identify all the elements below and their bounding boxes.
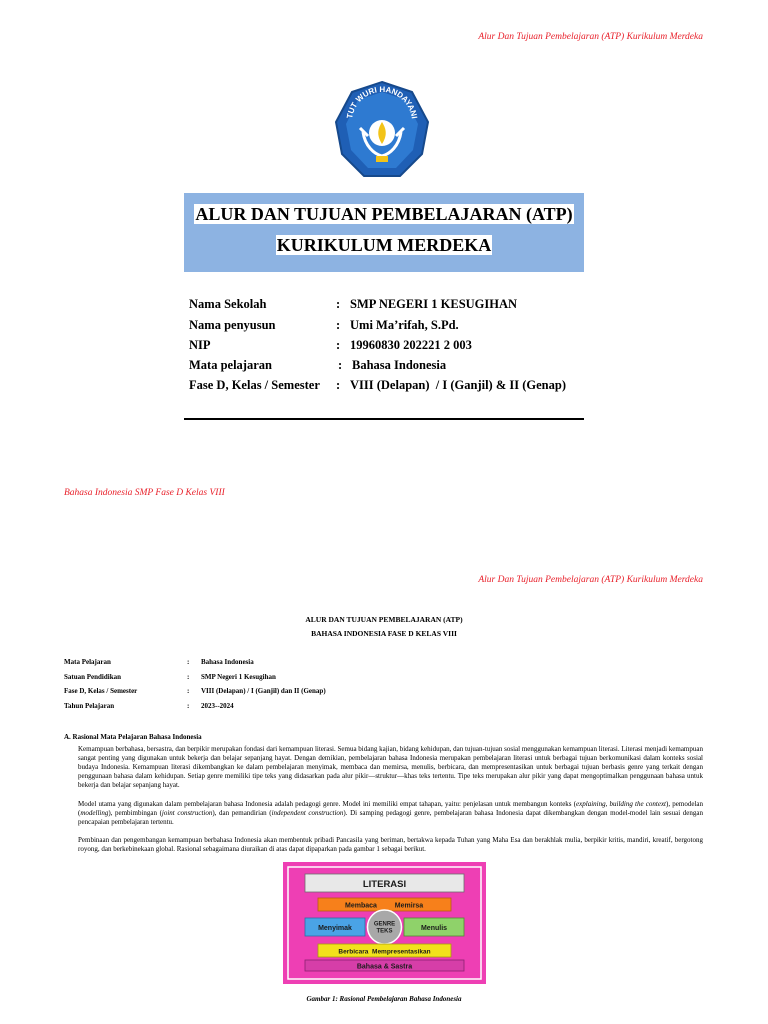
paragraph: Model utama yang digunakan dalam pembelajaran bahasa Indonesia adalah pedagogi genre. Model ini memiliki empat tahapan, yaitu: penjelasan untuk membangun konteks (explaining, building the context), pemodelan (modelling), pembimbingan (joint construction), dan pemandirian (independent construction). Di samping pedagogi genre, pembelajaran bahasa Indonesia dapat dikembangkan dengan model-model lain sesuai dengan pencapaian pembelajaran tertentu. <box>78 800 703 826</box>
info-row-author <box>0 318 768 334</box>
info-colon: : <box>338 358 343 372</box>
menyimak-label: Menyimak <box>318 925 352 932</box>
document-title-line-1: ALUR DAN TUJUAN PEMBELAJARAN (ATP) <box>195 204 573 224</box>
logo-emblem <box>330 78 434 182</box>
title-box <box>184 193 584 272</box>
meta-colon: : <box>187 658 190 666</box>
meta-row <box>0 673 768 683</box>
meta-row <box>0 702 768 712</box>
menulis-label: Menulis <box>420 925 448 932</box>
figure-caption: Gambar 1: Rasional Pembelajaran Bahasa Indonesia <box>306 995 462 1003</box>
meta-value: 2023--2024 <box>201 702 234 710</box>
meta-colon: : <box>187 673 190 681</box>
meta-label: Tahun Pelajaran <box>64 702 115 710</box>
meta-colon: : <box>187 687 190 695</box>
info-row-school <box>0 297 768 313</box>
meta-label: Mata Pelajaran <box>64 658 111 666</box>
divider <box>184 418 584 420</box>
svg-text:TUT WURI HANDAYANI: TUT WURI HANDAYANI <box>345 84 419 120</box>
berbicara-label: Berbicara Mempresentasikan <box>338 948 431 956</box>
meta-label: Satuan Pendidikan <box>64 673 121 681</box>
document-title-line-2: KURIKULUM MERDEKA <box>276 235 492 255</box>
info-label: Fase D, Kelas / Semester <box>189 378 320 392</box>
page-header: Alur Dan Tujuan Pembelajaran (ATP) Kurikulum Merdeka <box>478 575 703 585</box>
info-value: VIII (Delapan) / I (Ganjil) & II (Genap) <box>350 378 566 392</box>
meta-row <box>0 658 768 668</box>
info-row-phase <box>0 378 768 394</box>
meta-value: Bahasa Indonesia <box>201 658 254 666</box>
info-label: NIP <box>189 338 211 352</box>
teks-label: TEKS <box>376 928 393 935</box>
section-title-line-2: BAHASA INDONESIA FASE D KELAS VIII <box>311 629 457 638</box>
info-value: Bahasa Indonesia <box>352 358 447 372</box>
literasi-figure <box>283 862 486 984</box>
meta-value: SMP Negeri 1 Kesugihan <box>201 673 276 681</box>
paragraph: Pembinaan dan pengembangan kemampuan berbahasa Indonesia akan membentuk pribadi Pancasila yang beriman, bertakwa kepada Tuhan yang Maha Esa dan berakhlak mulia, berpikir kritis, mandiri, kreatif, bergotong royong, dan berkebinekaan global. Rasional sebagaimana diuraikan di atas dapat dipaparkan pada gambar 1 sebagai berikut. <box>78 836 703 853</box>
section-title-line-1: ALUR DAN TUJUAN PEMBELAJARAN (ATP) <box>305 615 463 624</box>
info-value: Umi Ma’rifah, S.Pd. <box>350 318 459 332</box>
info-value: SMP NEGERI 1 KESUGIHAN <box>350 297 518 311</box>
tut-wuri-handayani-logo <box>330 78 434 182</box>
info-colon: : <box>336 338 341 352</box>
info-row-nip <box>0 338 768 354</box>
memirsa-label: Memirsa <box>394 902 424 910</box>
info-label: Nama penyusun <box>189 318 276 332</box>
paragraph: Kemampuan berbahasa, bersastra, dan berpikir merupakan fondasi dari kemampuan literasi. Semua bidang kajian, bidang kehidupan, dan tujuan-tujuan sosial menggunakan kemampuan literasi. Literasi menjadi kemampuan sangat penting yang digunakan untuk bekerja dan belajar sepanjang hayat. Dengan demikian, pembelajaran bahasa Indonesia merupakan pembelajaran literasi untuk berbagai tujuan berkomunikasi dalam konteks sosial budaya Indonesia. Kemampuan literasi dikembangkan ke dalam pembelajaran menyimak, membaca dan memirsa, menulis, berbicara, dan mempresentasikan untuk berbagai tujuan berbasis genre yang terkait dengan penggunaan bahasa dalam kehidupan. Setiap genre memiliki tipe teks yang didasarkan pada alur pikir—struktur—khas teks tertentu. Tipe teks merupakan alur pikir yang dapat mengoptimalkan penggunaan bahasa untuk bekerja dan belajar sepanjang hayat. <box>78 745 703 789</box>
meta-colon: : <box>187 702 190 710</box>
membaca-bar <box>318 898 451 911</box>
meta-row <box>0 687 768 697</box>
meta-label: Fase D, Kelas / Semester <box>64 687 138 695</box>
membaca-label: Membaca <box>345 902 377 910</box>
literasi-label: LITERASI <box>362 879 407 890</box>
info-value: 19960830 202221 2 003 <box>350 338 472 352</box>
info-colon: : <box>336 318 341 332</box>
section-heading: A. Rasional Mata Pelajaran Bahasa Indonesia <box>64 733 202 741</box>
page-header: Alur Dan Tujuan Pembelajaran (ATP) Kurikulum Merdeka <box>478 32 703 42</box>
bahasa-sastra-label: Bahasa & Sastra <box>356 963 413 971</box>
info-label: Nama Sekolah <box>189 297 267 311</box>
info-row-subject <box>0 358 768 374</box>
meta-value: VIII (Delapan) / I (Ganjil) dan II (Genap) <box>201 687 326 695</box>
info-label: Mata pelajaran <box>189 358 272 372</box>
info-colon: : <box>336 378 341 392</box>
genre-label: GENRE <box>373 921 396 928</box>
page-footer: Bahasa Indonesia SMP Fase D Kelas VIII <box>64 488 225 498</box>
info-colon: : <box>336 297 341 311</box>
